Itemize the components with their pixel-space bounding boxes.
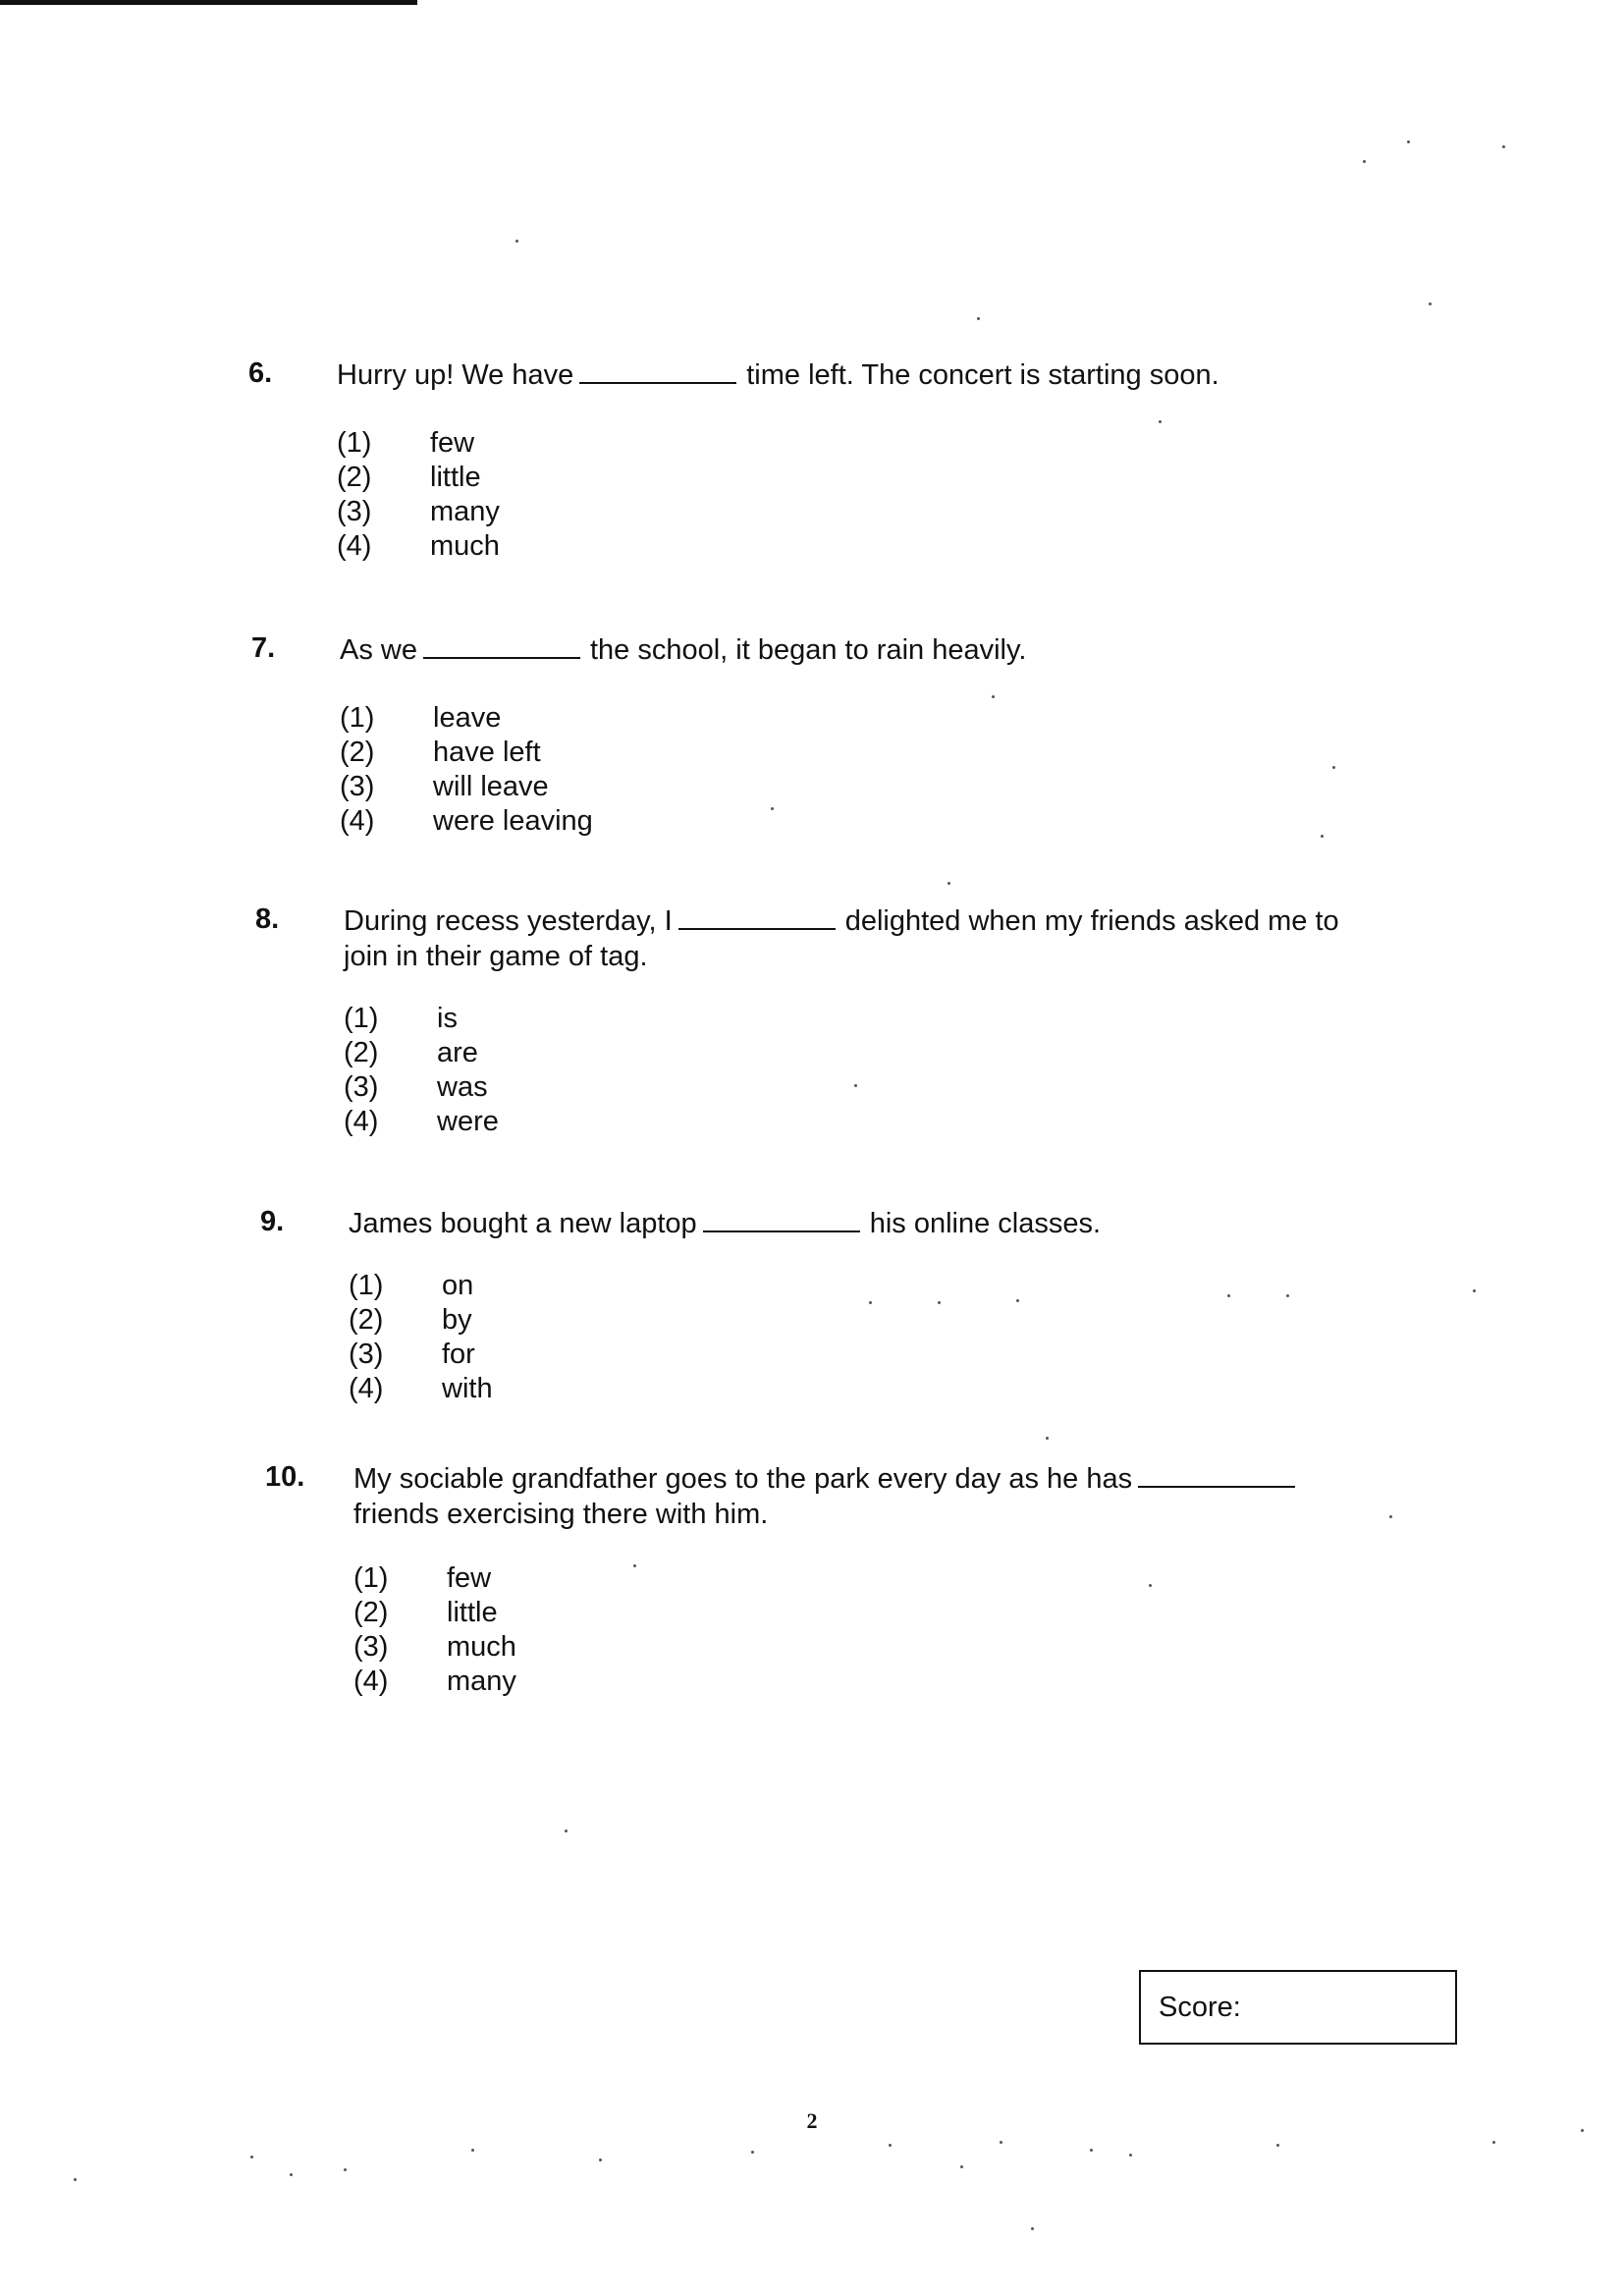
question-number: 10. <box>265 1461 305 1493</box>
option-label: (2) <box>340 737 375 768</box>
option-2 <box>349 1303 493 1338</box>
option-label: (3) <box>353 1631 389 1663</box>
options-list <box>344 1002 499 1139</box>
scan-speck <box>1016 1299 1019 1302</box>
scan-speck <box>74 2178 77 2181</box>
option-3 <box>340 770 593 804</box>
scan-speck <box>947 882 950 885</box>
option-text: were <box>437 1106 499 1137</box>
option-text: much <box>447 1631 516 1663</box>
scan-speck <box>1363 160 1366 163</box>
question-text <box>353 1461 1375 1532</box>
option-2 <box>337 461 500 495</box>
scan-speck <box>1159 420 1162 423</box>
question-text-after: time left. The concert is starting soon. <box>746 359 1219 391</box>
option-label: (2) <box>344 1037 379 1068</box>
scan-speck <box>1090 2149 1093 2152</box>
option-text: few <box>430 427 475 459</box>
option-4 <box>344 1105 499 1139</box>
option-label: (1) <box>340 702 375 734</box>
scan-speck <box>869 1301 872 1304</box>
option-1 <box>349 1269 493 1303</box>
scan-speck <box>471 2149 474 2152</box>
option-label: (2) <box>353 1597 389 1628</box>
question-text-after: the school, it began to rain heavily. <box>589 634 1027 666</box>
option-text: was <box>437 1071 488 1103</box>
option-label: (1) <box>337 427 372 459</box>
question-text-before: James bought a new laptop <box>349 1208 697 1239</box>
option-2 <box>340 736 593 770</box>
option-text: are <box>437 1037 478 1068</box>
option-text: many <box>430 496 500 527</box>
option-label: (2) <box>349 1304 384 1336</box>
scan-speck <box>751 2151 754 2154</box>
option-text: for <box>442 1339 475 1370</box>
scan-speck <box>1581 2129 1584 2132</box>
option-4 <box>337 529 500 564</box>
option-4 <box>340 804 593 839</box>
option-text: little <box>430 462 481 493</box>
scan-speck <box>1227 1294 1230 1297</box>
scan-speck <box>565 1830 568 1832</box>
question-text-before: Hurry up! We have <box>337 359 574 391</box>
scan-speck <box>1276 2144 1279 2147</box>
scan-speck <box>1389 1515 1392 1518</box>
option-text: leave <box>433 702 502 734</box>
option-label: (4) <box>353 1666 389 1697</box>
option-label: (3) <box>344 1071 379 1103</box>
scan-speck <box>1129 2154 1132 2157</box>
scan-speck <box>1502 145 1505 148</box>
scan-speck <box>1046 1437 1049 1440</box>
option-text: many <box>447 1666 516 1697</box>
option-1 <box>353 1561 516 1596</box>
option-1 <box>344 1002 499 1036</box>
question-number: 6. <box>248 357 273 389</box>
option-text: little <box>447 1597 498 1628</box>
option-label: (3) <box>349 1339 384 1370</box>
answer-blank <box>1138 1462 1295 1488</box>
question-text-after: friends exercising there with him. <box>353 1499 769 1530</box>
question-text <box>340 632 1400 668</box>
question-text <box>344 903 1355 974</box>
scan-speck <box>1031 2227 1034 2230</box>
question-text-before: My sociable grandfather goes to the park every day as he has <box>353 1463 1133 1495</box>
scan-speck <box>1407 140 1410 143</box>
score-box <box>1139 1970 1457 2045</box>
score-label: Score: <box>1159 1992 1241 2023</box>
option-3 <box>344 1070 499 1105</box>
option-label: (1) <box>353 1562 389 1594</box>
option-2 <box>344 1036 499 1070</box>
option-text: by <box>442 1304 472 1336</box>
option-label: (1) <box>344 1003 379 1034</box>
scan-speck <box>854 1084 857 1087</box>
top-rule <box>0 0 417 5</box>
option-label: (4) <box>349 1373 384 1404</box>
option-text: with <box>442 1373 493 1404</box>
question-text-before: During recess yesterday, I <box>344 905 673 937</box>
option-4 <box>353 1665 516 1699</box>
scan-speck <box>599 2159 602 2161</box>
option-label: (4) <box>340 805 375 837</box>
scan-speck <box>771 807 774 810</box>
scan-speck <box>1473 1289 1476 1292</box>
options-list <box>353 1561 516 1699</box>
question-text <box>349 1206 1409 1241</box>
option-label: (2) <box>337 462 372 493</box>
option-1 <box>340 701 593 736</box>
option-2 <box>353 1596 516 1630</box>
options-list <box>337 426 500 564</box>
answer-blank <box>678 904 836 930</box>
scan-speck <box>1332 766 1335 769</box>
option-text: is <box>437 1003 458 1034</box>
option-label: (4) <box>344 1106 379 1137</box>
scan-speck <box>1286 1294 1289 1297</box>
option-3 <box>353 1630 516 1665</box>
question-text <box>337 357 1397 393</box>
scan-speck <box>515 240 518 243</box>
page-number: 2 <box>806 2108 818 2133</box>
option-3 <box>349 1338 493 1372</box>
option-label: (4) <box>337 530 372 562</box>
option-1 <box>337 426 500 461</box>
scan-speck <box>290 2173 293 2176</box>
options-list <box>340 701 593 839</box>
scan-speck <box>1149 1584 1152 1587</box>
option-3 <box>337 495 500 529</box>
options-list <box>349 1269 493 1406</box>
option-text: few <box>447 1562 492 1594</box>
option-label: (3) <box>337 496 372 527</box>
option-label: (3) <box>340 771 375 802</box>
option-label: (1) <box>349 1270 384 1301</box>
answer-blank <box>703 1207 860 1232</box>
scan-speck <box>1429 302 1432 305</box>
scan-speck <box>977 317 980 320</box>
scan-speck <box>344 2168 347 2171</box>
scan-speck <box>1321 835 1324 838</box>
scan-speck <box>938 1301 941 1304</box>
scan-speck <box>992 695 995 698</box>
question-text-after: his online classes. <box>869 1208 1102 1239</box>
option-text: were leaving <box>433 805 593 837</box>
scan-speck <box>889 2144 892 2147</box>
option-text: on <box>442 1270 474 1301</box>
answer-blank <box>579 358 736 384</box>
question-number: 8. <box>255 903 280 935</box>
scan-speck <box>250 2156 253 2159</box>
question-number: 9. <box>260 1206 285 1237</box>
option-4 <box>349 1372 493 1406</box>
scan-speck <box>1000 2141 1002 2144</box>
option-text: much <box>430 530 500 562</box>
question-text-after: delighted when my friends asked me to join in their game of tag. <box>344 905 1339 972</box>
question-number: 7. <box>251 632 276 664</box>
question-text-before: As we <box>340 634 417 666</box>
scan-speck <box>1492 2141 1495 2144</box>
option-text: have left <box>433 737 541 768</box>
scan-speck <box>960 2165 963 2168</box>
answer-blank <box>423 633 580 659</box>
option-text: will leave <box>433 771 549 802</box>
scan-speck <box>633 1564 636 1567</box>
